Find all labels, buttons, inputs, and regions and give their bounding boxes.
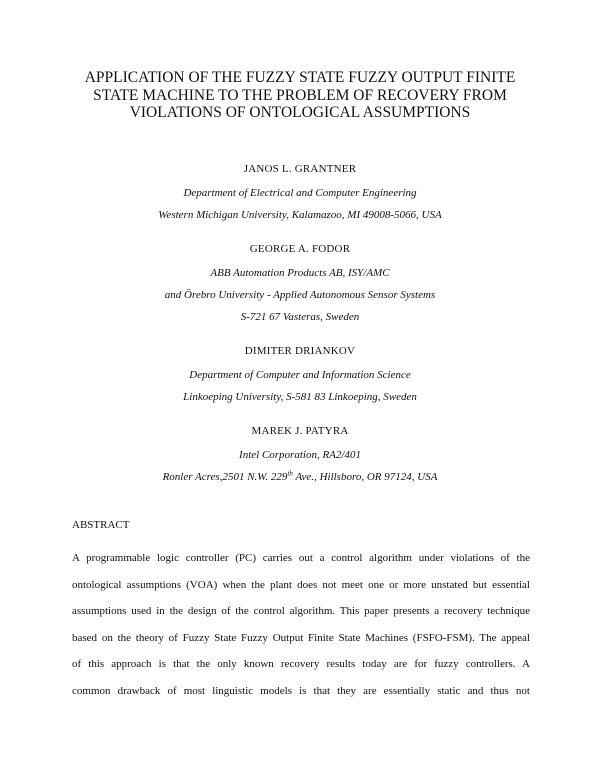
ordinal-suffix: th: [287, 469, 293, 478]
author-affiliation: and Örebro University - Applied Autonomous Sensor Systems: [164, 289, 436, 301]
paper-title: [60, 69, 540, 122]
abstract-line: based on the theory of Fuzzy State Fuzzy Output Finite State Machines (FSFO-FSM). The appeal: [72, 631, 530, 644]
author-block-grantner: [0, 162, 600, 222]
author-affiliation: Department of Computer and Information Science: [189, 369, 411, 381]
title-line: VIOLATIONS OF ONTOLOGICAL ASSUMPTIONS: [129, 104, 471, 121]
author-affiliation: Linkoeping University, S-581 83 Linkoeping, Sweden: [183, 391, 417, 403]
abstract-line: common drawback of most linguistic models is that they are essentially static and thus not: [72, 684, 530, 697]
abstract-line: A programmable logic controller (PC) carries out a control algorithm under violations of the: [72, 552, 530, 564]
abstract-body: [72, 545, 530, 704]
author-affiliation: Department of Electrical and Computer Engineering: [183, 187, 417, 199]
address-text: Ronler Acres,2501 N.W. 229: [162, 471, 288, 483]
author-block-driankov: [0, 344, 600, 404]
author-block-patyra: [0, 424, 600, 484]
author-name: DIMITER DRIANKOV: [244, 345, 356, 357]
author-block-fodor: [0, 242, 600, 324]
author-affiliation: ABB Automation Products AB, ISY/AMC: [210, 267, 390, 279]
author-address: [0, 470, 600, 484]
author-name: JANOS L. GRANTNER: [243, 163, 357, 175]
abstract-line: ontological assumptions (VOA) when the plant does not meet one or more unstated but essential: [72, 578, 530, 591]
address-text: Ave., Hillsboro, OR 97124, USA: [292, 471, 438, 483]
author-affiliation: Western Michigan University, Kalamazoo, MI 49008-5066, USA: [158, 209, 442, 221]
title-line: APPLICATION OF THE FUZZY STATE FUZZY OUTPUT FINITE: [84, 69, 516, 86]
author-name: GEORGE A. FODOR: [249, 243, 351, 255]
author-name: MAREK J. PATYRA: [251, 425, 349, 437]
author-affiliation: S-721 67 Vasteras, Sweden: [240, 311, 360, 323]
author-affiliation: Intel Corporation, RA2/401: [239, 449, 361, 461]
abstract-heading: ABSTRACT: [72, 519, 130, 531]
abstract-line: of this approach is that the only known recovery results today are for fuzzy controllers. A: [72, 658, 530, 670]
title-line: STATE MACHINE TO THE PROBLEM OF RECOVERY FROM: [93, 86, 507, 104]
abstract-line: assumptions used in the design of the control algorithm. This paper presents a recovery technique: [72, 605, 530, 617]
